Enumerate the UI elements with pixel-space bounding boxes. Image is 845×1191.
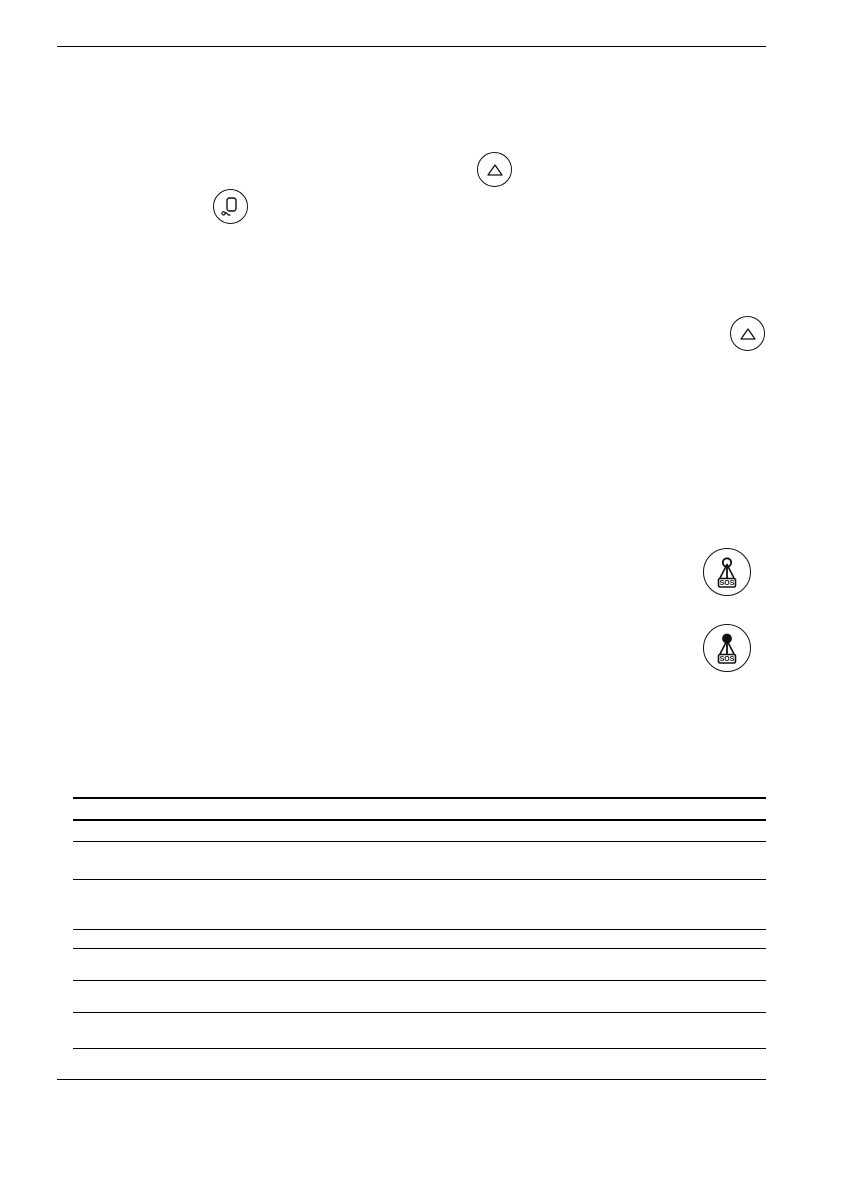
- table-cell: [73, 880, 243, 886]
- table-cell: [73, 1013, 243, 1019]
- table-row: [73, 819, 766, 841]
- table-row: [73, 1048, 766, 1072]
- alert-triangle-badge-icon: [477, 152, 512, 187]
- table-row: [73, 841, 766, 879]
- table-row: [73, 948, 766, 980]
- phone-handset-badge-icon: [213, 189, 248, 224]
- table-cell: [543, 1049, 766, 1055]
- table-row: [73, 879, 766, 929]
- alert-triangle-badge-icon: [730, 316, 765, 351]
- table-cell: [243, 821, 543, 827]
- table-cell: [73, 949, 243, 955]
- svg-text:SOS: SOS: [719, 656, 735, 663]
- table-cell: [73, 930, 243, 936]
- table-cell: [243, 1013, 543, 1019]
- table-cell: [243, 799, 543, 805]
- table-cell: [243, 1049, 543, 1055]
- table-cell: [543, 842, 766, 848]
- table-cell: [73, 821, 243, 827]
- table-cell: [243, 930, 543, 936]
- table-cell: [243, 880, 543, 886]
- table-cell: [243, 981, 543, 987]
- table-cell: [243, 842, 543, 848]
- table-cell: [543, 930, 766, 936]
- table-row: [73, 1012, 766, 1048]
- table-row: [73, 980, 766, 1012]
- table-cell: [73, 1049, 243, 1055]
- sos-beacon-filled-badge-icon: [703, 624, 751, 672]
- table-cell: [73, 981, 243, 987]
- footer-divider: [57, 1079, 766, 1080]
- table-row: [73, 929, 766, 948]
- table-cell: [543, 949, 766, 955]
- table-cell: [543, 799, 766, 805]
- table-cell: [543, 1013, 766, 1019]
- specification-table: [73, 797, 766, 1072]
- table-cell: [543, 821, 766, 827]
- sos-beacon-badge-icon: [703, 548, 751, 596]
- header-divider: [57, 46, 766, 47]
- table-cell: [73, 799, 243, 805]
- table-cell: [543, 880, 766, 886]
- svg-text:SOS: SOS: [719, 580, 735, 587]
- table-row: [73, 797, 766, 819]
- table-cell: [543, 981, 766, 987]
- table-cell: [73, 842, 243, 848]
- table-cell: [243, 949, 543, 955]
